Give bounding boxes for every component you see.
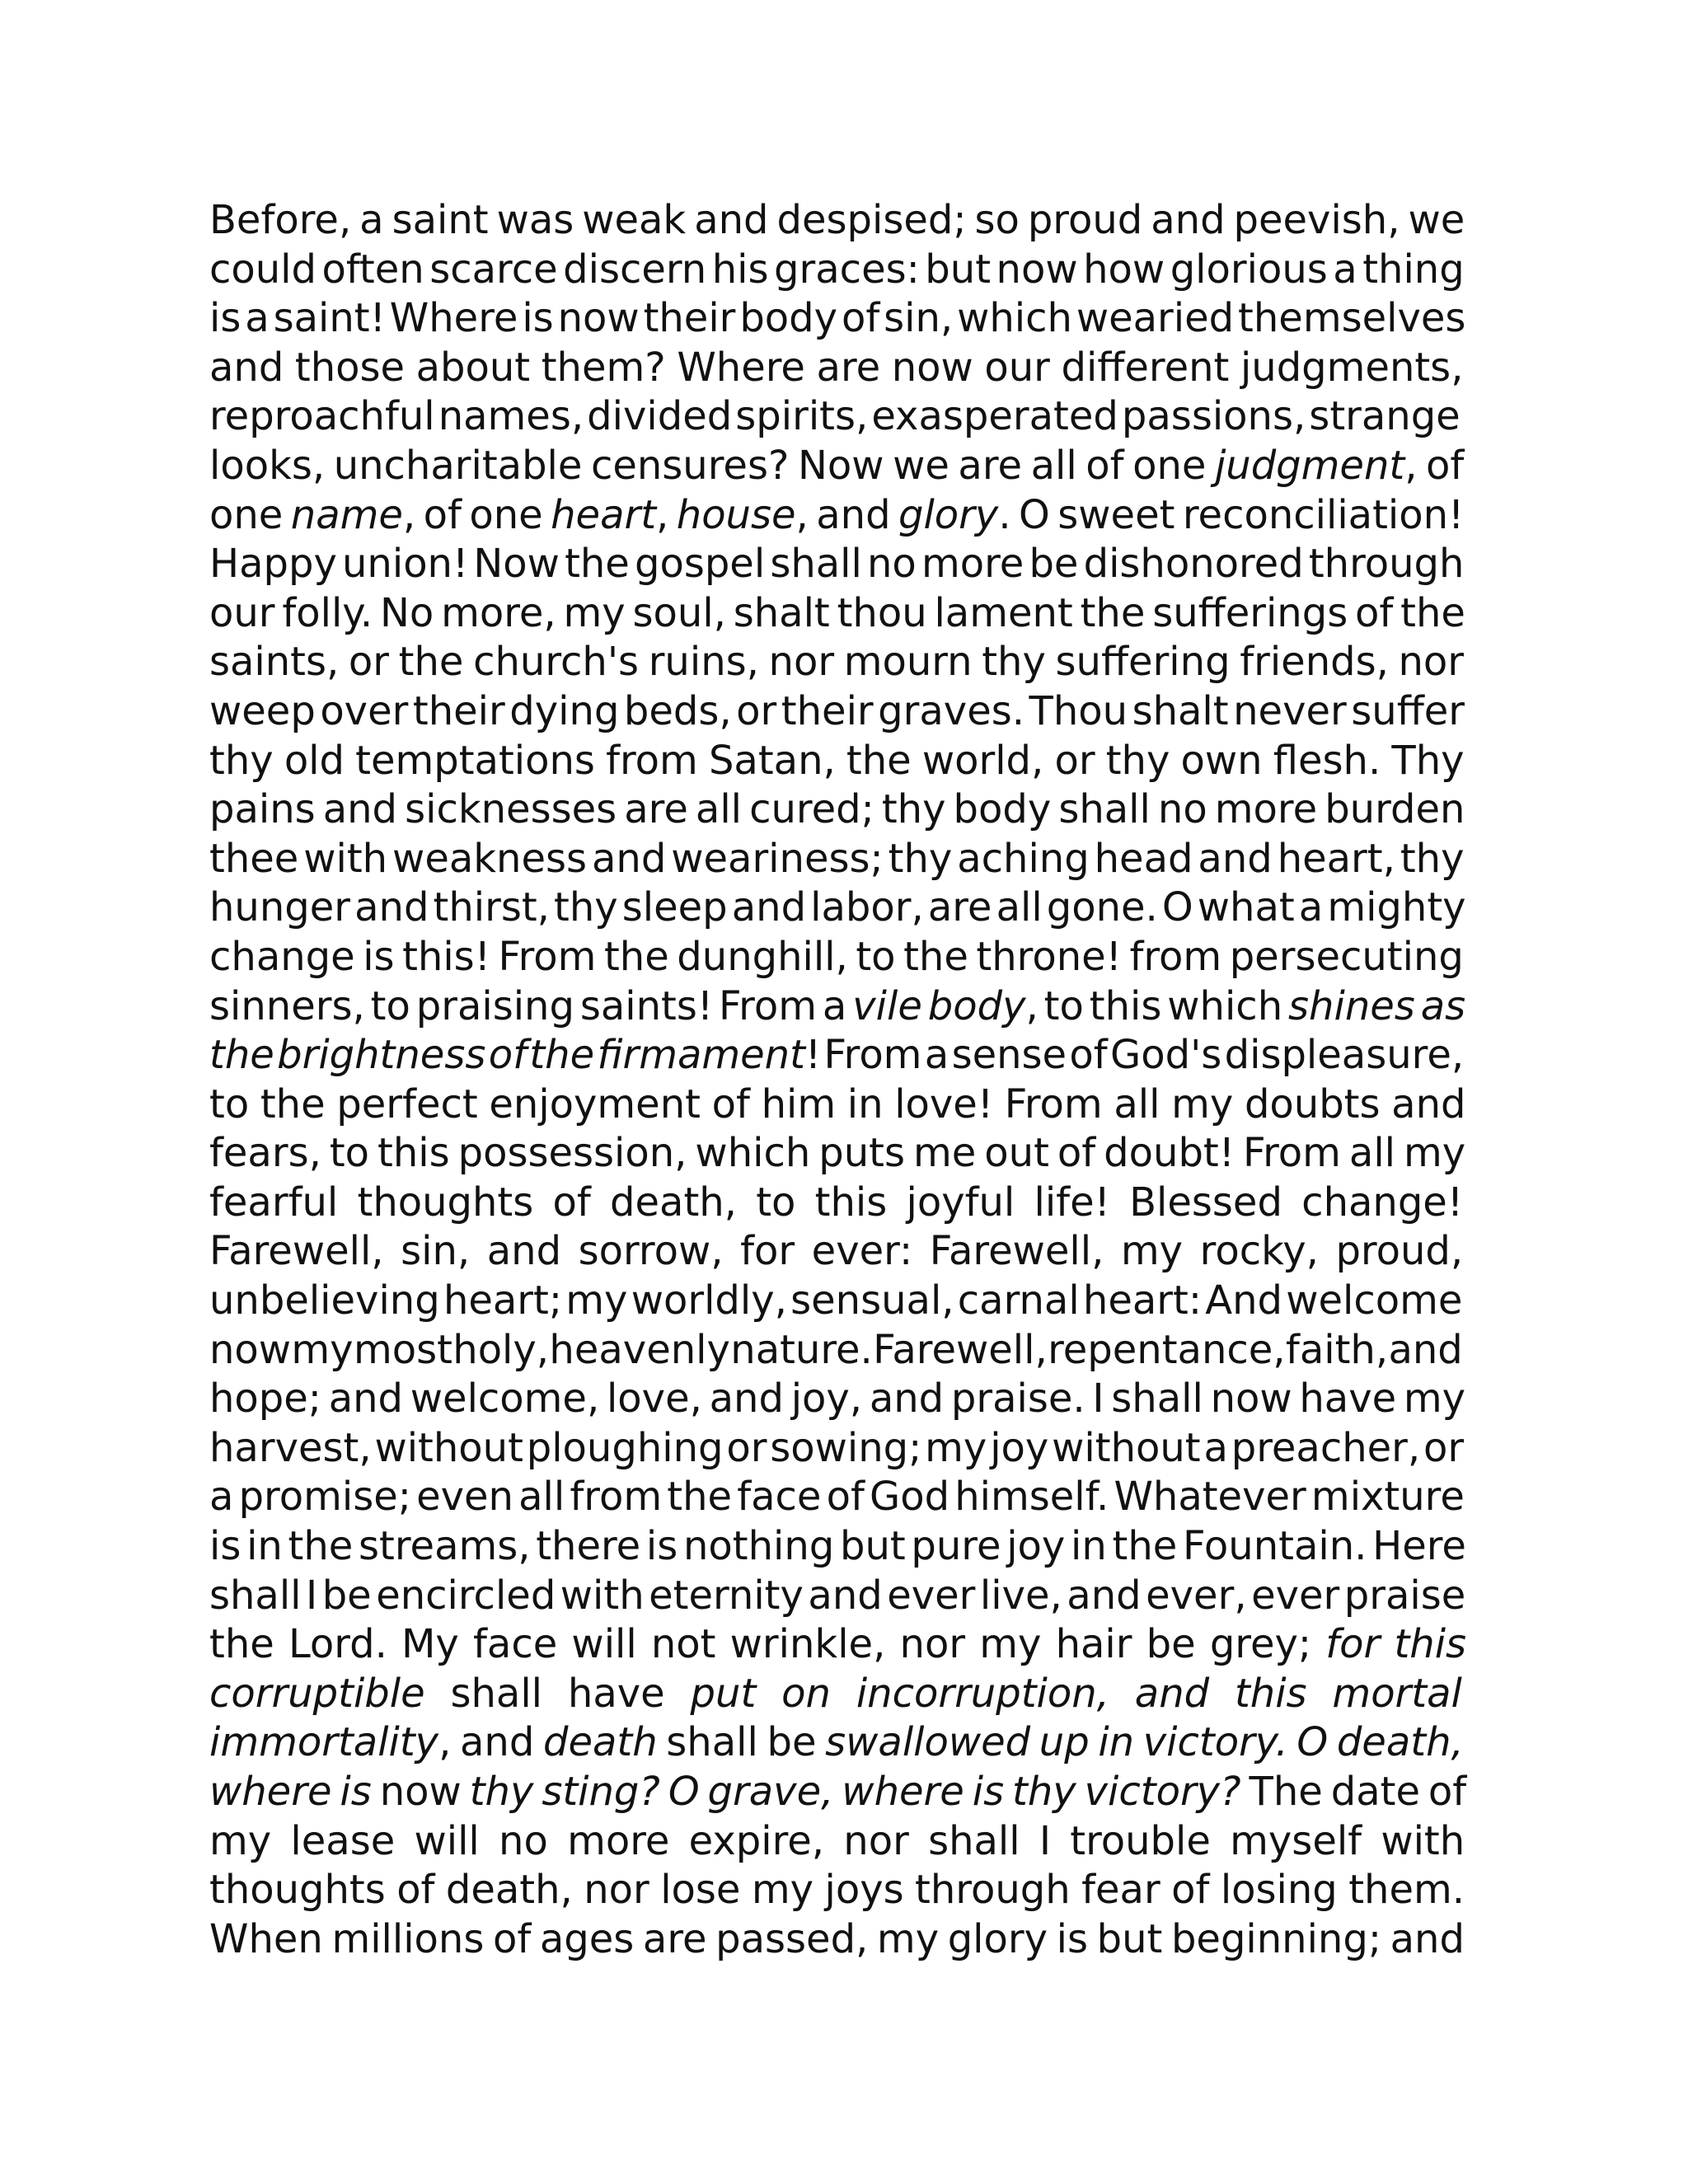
text-line <box>209 1670 1462 1719</box>
text-segment: is in the streams, there is nothing but pure joy in the Fountain. Here <box>209 1523 1466 1570</box>
text-segment: . O sweet reconciliation! <box>998 491 1465 538</box>
italic-text: immortality <box>209 1719 439 1766</box>
text-line <box>209 883 1466 933</box>
text-segment: pains and sicknesses are all cured; thy body shall no more burden <box>209 786 1465 833</box>
text-line <box>209 1179 1464 1228</box>
text-line <box>209 540 1465 589</box>
text-segment: change is this! From the dunghill, to the throne! from persecuting <box>209 933 1464 980</box>
text-segment: , and <box>438 1719 543 1766</box>
text-line <box>209 589 1465 639</box>
text-line <box>209 638 1465 687</box>
italic-text: for this <box>1325 1621 1467 1668</box>
text-line <box>209 785 1465 835</box>
text-line <box>209 1031 1465 1080</box>
text-segment: Happy union! Now the gospel shall no more be dishonored through <box>209 541 1465 588</box>
text-segment: to the perfect enjoyment of him in love! From all my doubts and <box>209 1080 1466 1127</box>
italic-text: vile body <box>852 982 1026 1029</box>
text-line <box>209 491 1465 541</box>
italic-text: judgment <box>1214 442 1405 489</box>
text-line <box>209 737 1465 786</box>
italic-text: death <box>542 1719 658 1766</box>
text-segment: hunger and thirst, thy sleep and labor, are all gone. O what a mighty <box>209 884 1466 931</box>
text-line <box>209 1915 1465 1965</box>
text-line <box>209 1473 1465 1522</box>
text-segment: The date of <box>1240 1769 1467 1815</box>
text-line <box>209 1375 1466 1424</box>
text-line <box>209 1817 1465 1867</box>
text-line <box>209 1080 1466 1130</box>
text-segment: harvest, without ploughing or sowing; my joy without a preacher, or <box>209 1424 1465 1471</box>
text-segment: weep over their dying beds, or their graves. Thou shalt never suffer <box>209 687 1465 734</box>
text-segment: , of <box>1404 442 1465 489</box>
italic-text: name <box>290 491 403 538</box>
text-segment: could often scarce discern his graces: but now how glorious a thing <box>209 246 1465 293</box>
text-line <box>209 1620 1467 1670</box>
text-line <box>209 1718 1464 1768</box>
text-line <box>209 1522 1466 1572</box>
text-segment: our folly. No more, my soul, shalt thou lament the sufferings of the <box>209 589 1465 636</box>
text-segment: , <box>656 491 677 538</box>
text-line <box>209 392 1461 442</box>
text-line <box>209 294 1466 344</box>
text-segment: When millions of ages are passed, my glory is but beginning; and <box>209 1915 1465 1962</box>
text-segment: my lease will no more expire, nor shall I trouble myself with <box>209 1817 1465 1864</box>
text-segment: now <box>371 1769 470 1815</box>
text-segment: and those about them? Where are now our different judgments, <box>209 344 1464 391</box>
text-segment: thoughts of death, nor lose my joys through fear of losing them. <box>209 1867 1465 1914</box>
text-segment: is a saint! Where is now their body of sin, which wearied themselves <box>209 295 1466 342</box>
text-line <box>209 1129 1466 1179</box>
text-segment: a promise; even all from the face of God himself. Whatever mixture <box>209 1474 1465 1521</box>
text-segment: fearful thoughts of death, to this joyful life! Blessed change! <box>209 1179 1464 1226</box>
italic-text: glory <box>898 491 999 538</box>
text-line <box>209 1572 1466 1621</box>
text-segment: thy old temptations from Satan, the world, or thy own flesh. Thy <box>209 737 1465 784</box>
text-segment: the Lord. My face will not wrinkle, nor my hair be grey; <box>209 1621 1326 1668</box>
text-segment: , of one <box>402 491 551 538</box>
text-line <box>209 1326 1463 1376</box>
text-line <box>209 687 1465 737</box>
text-segment: unbelieving heart; my worldly, sensual, carnal heart: And welcome <box>209 1277 1463 1324</box>
text-line <box>209 933 1464 982</box>
text-segment: , and <box>795 491 898 538</box>
text-segment: hope; and welcome, love, and joy, and praise. I shall now have my <box>209 1376 1466 1422</box>
text-segment: shall have <box>424 1670 691 1717</box>
text-line <box>209 246 1465 295</box>
italic-text: shines as <box>1288 982 1466 1029</box>
italic-text: swallowed up in victory. O death, <box>825 1719 1464 1766</box>
italic-text: put on incorruption, and this mortal <box>690 1670 1462 1717</box>
text-line <box>209 1277 1463 1326</box>
italic-text: where is <box>209 1769 372 1815</box>
text-line <box>209 1768 1467 1817</box>
italic-text: corruptible <box>209 1670 425 1717</box>
text-line <box>209 196 1465 246</box>
text-segment: now my most holy, heavenly nature. Farewell, repentance, faith, and <box>209 1326 1463 1373</box>
text-segment: thee with weakness and weariness; thy aching head and heart, thy <box>209 835 1465 882</box>
text-segment: saints, or the church's ruins, nor mourn thy suffering friends, nor <box>209 639 1465 686</box>
italic-text: heart <box>551 491 657 538</box>
italic-text: house <box>676 491 796 538</box>
text-line <box>209 982 1466 1032</box>
text-segment: looks, uncharitable censures? Now we are all of one <box>209 442 1215 489</box>
body-text <box>209 196 1467 1964</box>
text-line <box>209 1227 1464 1277</box>
text-segment: sinners, to praising saints! From a <box>209 982 853 1029</box>
text-segment: reproachful names, divided spirits, exasperated passions, strange <box>209 393 1461 440</box>
text-segment: ! From a sense of God's displeasure, <box>804 1032 1465 1079</box>
text-segment: , to this which <box>1025 982 1289 1029</box>
text-line <box>209 835 1465 884</box>
text-segment: Before, a saint was weak and despised; so proud and peevish, we <box>209 197 1465 243</box>
italic-text: thy sting? O grave, where is thy victory? <box>469 1769 1241 1815</box>
italic-text: the brightness of the firmament <box>209 1032 805 1079</box>
text-segment: one <box>209 491 291 538</box>
text-segment: fears, to this possession, which puts me out of doubt! From all my <box>209 1130 1466 1177</box>
text-line <box>209 344 1464 393</box>
text-segment: shall I be encircled with eternity and ever live, and ever, ever praise <box>209 1572 1466 1619</box>
text-segment: Farewell, sin, and sorrow, for ever: Farewell, my rocky, proud, <box>209 1228 1464 1275</box>
text-line <box>209 1424 1465 1474</box>
text-line <box>209 1866 1465 1915</box>
text-line <box>209 442 1465 491</box>
text-segment: shall be <box>657 1719 826 1766</box>
